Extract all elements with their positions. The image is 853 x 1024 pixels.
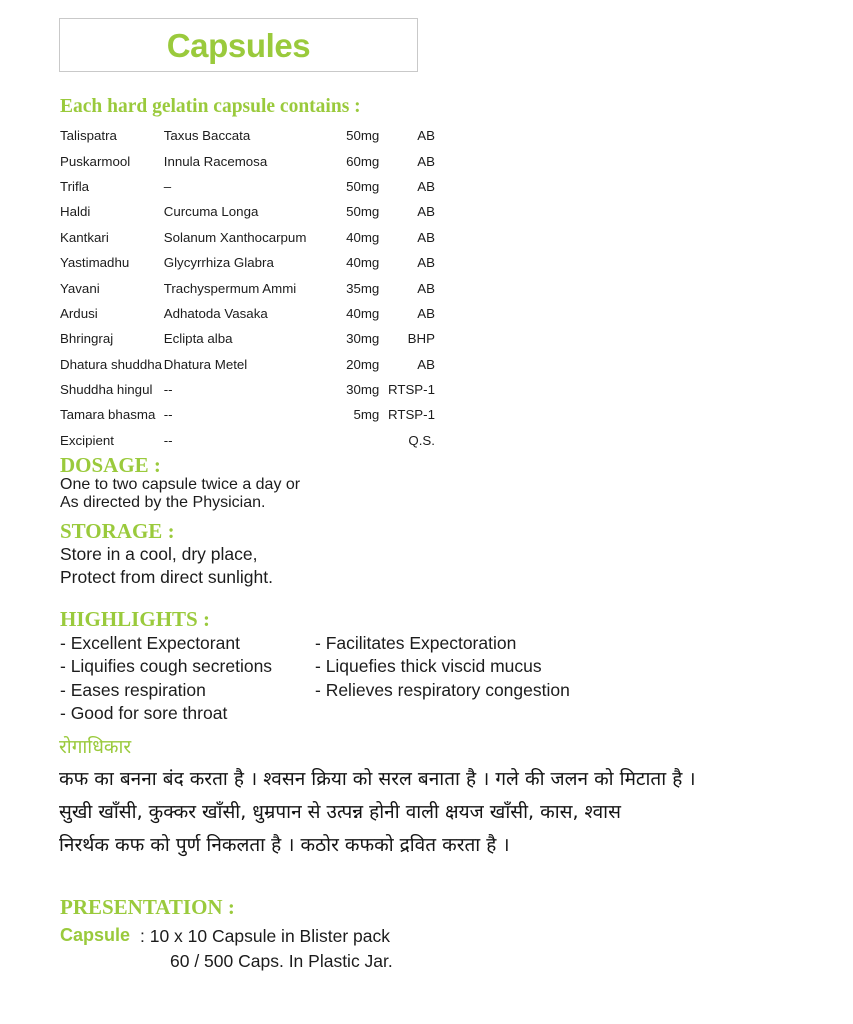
list-item: - Facilitates Expectoration bbox=[315, 633, 517, 653]
ingredient-latin: -- bbox=[163, 382, 173, 398]
ingredient-dose: 50mg bbox=[346, 128, 380, 144]
ingredient-latin: Eclipta alba bbox=[163, 331, 233, 347]
presentation-form-label: Capsule bbox=[60, 925, 131, 945]
ingredient-latin: -- bbox=[163, 432, 173, 448]
ingredient-name: Yastimadhu bbox=[60, 255, 130, 271]
table-row bbox=[60, 148, 435, 173]
ingredient-dose: 50mg bbox=[346, 178, 380, 194]
table-row bbox=[60, 377, 435, 402]
ingredient-dose: 50mg bbox=[346, 204, 380, 220]
dosage-line-1: One to two capsule twice a day or bbox=[60, 476, 301, 493]
ingredient-name: Shuddha hingul bbox=[60, 382, 153, 398]
indications-heading: रोगाधिकार bbox=[59, 736, 132, 758]
ingredient-code: RTSP-1 bbox=[387, 407, 435, 423]
indications-line-1: कफ का बनना बंद करता है । श्वसन क्रिया को सरल बनाता है । गले की जलन को मिटाता है । bbox=[59, 768, 696, 790]
ingredients-table bbox=[60, 123, 435, 453]
ingredient-latin: Dhatura Metel bbox=[163, 356, 248, 372]
ingredient-name: Haldi bbox=[60, 204, 91, 220]
ingredient-code: Q.S. bbox=[408, 432, 435, 448]
ingredient-code: AB bbox=[417, 305, 435, 321]
ingredient-name: Talispatra bbox=[60, 128, 117, 144]
list-item: - Liquifies cough secretions bbox=[60, 656, 273, 677]
table-row bbox=[60, 250, 435, 275]
table-row bbox=[60, 352, 435, 377]
indications-line-3: निरर्थक कफ को पुर्ण निकलता है । कठोर कफको द्रवित करता है । bbox=[59, 834, 510, 856]
list-item: - Relieves respiratory congestion bbox=[315, 679, 570, 700]
table-row bbox=[60, 174, 435, 199]
ingredient-dose bbox=[324, 428, 385, 453]
ingredient-name: Ardusi bbox=[60, 305, 98, 321]
table-row bbox=[60, 428, 435, 453]
highlights-heading: HIGHLIGHTS : bbox=[60, 607, 210, 631]
ingredient-dose: 5mg bbox=[353, 407, 380, 423]
ingredient-dose: 35mg bbox=[346, 280, 380, 296]
list-item: - Excellent Expectorant bbox=[60, 633, 240, 653]
ingredient-name: Trifla bbox=[60, 178, 90, 194]
indications-line-2: सुखी खाँसी, कुक्कर खाँसी, धुम्रपान से उत्पन्न होनी वाली क्षयज खाँसी, कास, श्वास bbox=[59, 801, 621, 823]
ingredient-name: Puskarmool bbox=[60, 153, 131, 169]
ingredient-latin: Trachyspermum Ammi bbox=[163, 280, 297, 296]
ingredient-code: AB bbox=[417, 229, 435, 245]
ingredient-dose: 40mg bbox=[346, 255, 380, 271]
ingredient-code: AB bbox=[417, 153, 435, 169]
dosage-heading: DOSAGE : bbox=[60, 453, 161, 477]
ingredient-dose: 40mg bbox=[346, 229, 380, 245]
highlights-left-column bbox=[60, 632, 272, 725]
table-row bbox=[60, 301, 435, 326]
ingredient-code: AB bbox=[417, 178, 435, 194]
ingredient-dose: 60mg bbox=[346, 153, 380, 169]
ingredient-name: Tamara bhasma bbox=[60, 407, 156, 423]
page-title: Capsules bbox=[166, 26, 311, 64]
composition-heading: Each hard gelatin capsule contains : bbox=[60, 96, 361, 117]
table-row bbox=[60, 123, 435, 148]
product-title-box bbox=[59, 18, 418, 72]
highlights-right-column bbox=[315, 632, 570, 702]
ingredient-name: Yavani bbox=[60, 280, 100, 296]
ingredient-dose: 30mg bbox=[346, 331, 380, 347]
ingredient-dose: 30mg bbox=[346, 382, 380, 398]
table-row bbox=[60, 275, 435, 300]
ingredient-latin: -- bbox=[163, 407, 173, 423]
table-row bbox=[60, 326, 435, 351]
ingredient-code: AB bbox=[417, 356, 435, 372]
ingredient-code: AB bbox=[417, 128, 435, 144]
ingredient-dose: 40mg bbox=[346, 305, 380, 321]
presentation-line-1: : 10 x 10 Capsule in Blister pack bbox=[140, 926, 390, 946]
ingredient-code: BHP bbox=[407, 331, 435, 347]
list-item: - Liquefies thick viscid mucus bbox=[315, 656, 542, 677]
ingredient-code: AB bbox=[417, 204, 435, 220]
table-row bbox=[60, 402, 435, 427]
ingredient-name: Excipient bbox=[60, 432, 114, 448]
table-row bbox=[60, 199, 435, 224]
ingredient-name: Kantkari bbox=[60, 229, 109, 245]
presentation-line-2: 60 / 500 Caps. In Plastic Jar. bbox=[170, 951, 393, 971]
dosage-line-2: As directed by the Physician. bbox=[60, 494, 266, 511]
ingredient-code: RTSP-1 bbox=[387, 382, 435, 398]
storage-line-2: Protect from direct sunlight. bbox=[60, 567, 273, 587]
ingredient-latin: Solanum Xanthocarpum bbox=[163, 229, 307, 245]
storage-line-1: Store in a cool, dry place, bbox=[60, 544, 258, 564]
list-item: - Eases respiration bbox=[60, 679, 206, 700]
ingredient-latin: Taxus Baccata bbox=[163, 128, 251, 144]
ingredient-latin: Curcuma Longa bbox=[163, 204, 259, 220]
ingredient-name: Dhatura shuddha bbox=[60, 356, 163, 372]
ingredient-latin: Innula Racemosa bbox=[163, 153, 268, 169]
ingredients-table-body bbox=[60, 123, 435, 453]
list-item: - Good for sore throat bbox=[60, 702, 228, 723]
ingredient-name: Bhringraj bbox=[60, 331, 114, 347]
ingredient-latin: – bbox=[163, 178, 172, 194]
ingredient-latin: Glycyrrhiza Glabra bbox=[163, 255, 274, 271]
ingredient-dose: 20mg bbox=[346, 356, 380, 372]
ingredient-latin: Adhatoda Vasaka bbox=[163, 305, 268, 321]
ingredient-code: AB bbox=[417, 280, 435, 296]
storage-heading: STORAGE : bbox=[60, 519, 175, 543]
table-row bbox=[60, 225, 435, 250]
ingredient-code: AB bbox=[417, 255, 435, 271]
presentation-heading: PRESENTATION : bbox=[60, 895, 235, 919]
